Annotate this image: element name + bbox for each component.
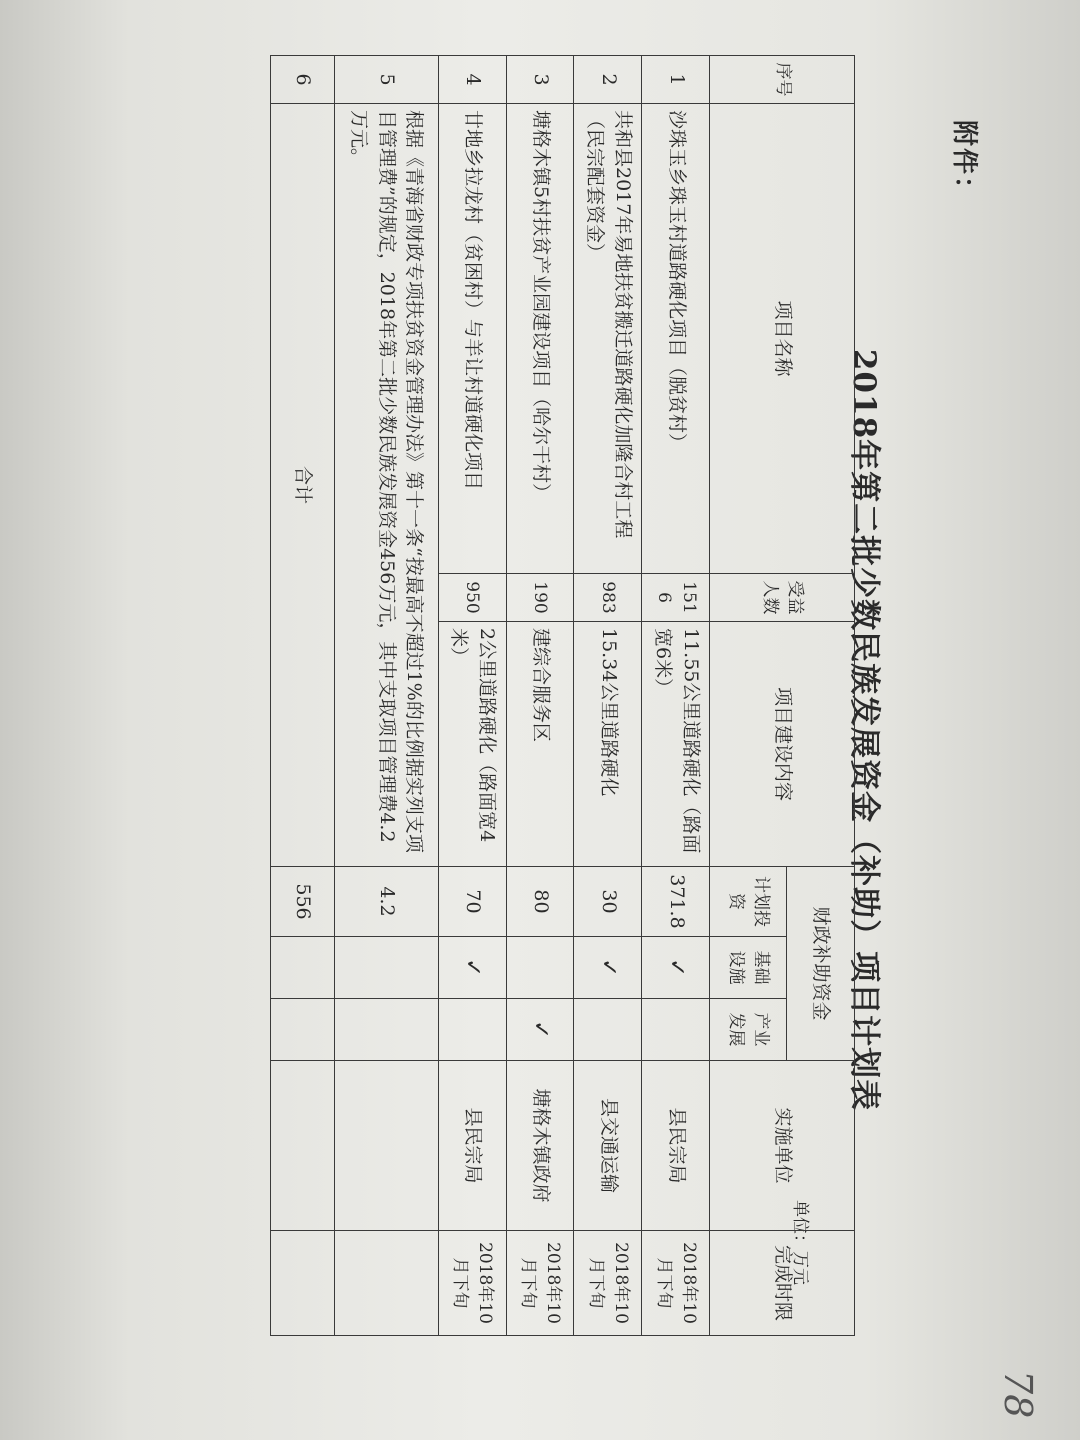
row-plan: 371.8 xyxy=(642,867,710,937)
table-row xyxy=(438,56,506,1336)
row-beneficiaries: 190 xyxy=(506,574,574,622)
row-infra-check: ✓ xyxy=(438,937,506,999)
row-implementer: 县民宗局 xyxy=(642,1061,710,1231)
management-fee-row xyxy=(334,56,438,1336)
row-plan: 30 xyxy=(574,867,642,937)
row-deadline: 2018年10月下旬 xyxy=(642,1231,710,1336)
row-seq: 4 xyxy=(438,56,506,104)
row-content: 2公里道路硬化（路面宽4米） xyxy=(438,622,506,867)
empty-cell xyxy=(334,1061,438,1231)
row-plan: 4.2 xyxy=(334,867,438,937)
document-title: 2018年第二批少数民族发展资金（补助）项目计划表 xyxy=(846,348,882,1112)
empty-cell xyxy=(271,937,335,999)
header-industry: 产业发展 xyxy=(710,999,787,1061)
row-implementer: 塘格木镇政府 xyxy=(506,1061,574,1231)
empty-cell xyxy=(271,1231,335,1336)
row-implementer: 县交通运输 xyxy=(574,1061,642,1231)
header-plan-invest: 计划投资 xyxy=(710,867,787,937)
header-seq: 序号 xyxy=(710,56,855,104)
row-seq: 5 xyxy=(334,56,438,104)
row-name: 共和县2017年易地扶贫搬迁道路硬化加隆合村工程（民宗配套资金） xyxy=(574,104,642,574)
header-row-1 xyxy=(787,56,855,1336)
row-deadline: 2018年10月下旬 xyxy=(506,1231,574,1336)
total-plan: 556 xyxy=(271,867,335,937)
row-seq: 2 xyxy=(574,56,642,104)
row-industry-check xyxy=(574,999,642,1061)
row-name: 沙珠玉乡珠玉村道路硬化项目（脱贫村） xyxy=(642,104,710,574)
unit-label: 单位：万元 xyxy=(790,1200,810,1285)
row-industry-check xyxy=(642,999,710,1061)
table-row xyxy=(574,56,642,1336)
row-name: 塘格木镇5村扶贫产业园建设项目（哈尔干村） xyxy=(506,104,574,574)
empty-cell xyxy=(334,1231,438,1336)
row-industry-check xyxy=(438,999,506,1061)
header-name: 项目名称 xyxy=(710,104,855,574)
header-deadline: 完成时限 xyxy=(710,1231,855,1336)
table-row xyxy=(506,56,574,1336)
row-name: 廿地乡拉龙村（贫困村）与羊让村道硬化项目 xyxy=(438,104,506,574)
header-fund-group: 财政补助资金 xyxy=(787,867,855,1061)
table-row xyxy=(642,56,710,1336)
row-implementer: 县民宗局 xyxy=(438,1061,506,1231)
row-content: 11.55公里道路硬化（路面宽6米） xyxy=(642,622,710,867)
row-beneficiaries: 983 xyxy=(574,574,642,622)
attachment-label: 附件： xyxy=(949,120,979,205)
empty-cell xyxy=(334,999,438,1061)
empty-cell xyxy=(271,1061,335,1231)
total-label: 合计 xyxy=(271,104,335,867)
row-plan: 70 xyxy=(438,867,506,937)
empty-cell xyxy=(271,999,335,1061)
management-fee-note: 根据《青海省财政专项扶贫资金管理办法》第十一条“按最高不超过1%的比例据实列支项目管理费”的规定，2018年第二批少数民族发展资金456万元，其中支取项目管理费4.2万元。 xyxy=(334,104,438,867)
row-content: 15.34公里道路硬化 xyxy=(574,622,642,867)
row-deadline: 2018年10月下旬 xyxy=(438,1231,506,1336)
handwritten-page-mark: 78 xyxy=(996,1370,1040,1419)
header-infrastructure: 基础设施 xyxy=(710,937,787,999)
row-seq: 6 xyxy=(271,56,335,104)
total-row xyxy=(271,56,335,1336)
row-seq: 3 xyxy=(506,56,574,104)
row-infra-check: ✓ xyxy=(642,937,710,999)
row-beneficiaries: 950 xyxy=(438,574,506,622)
row-industry-check: ✓ xyxy=(506,999,574,1061)
header-implementer: 实施单位 xyxy=(710,1061,855,1231)
project-plan-table xyxy=(270,55,855,1336)
row-plan: 80 xyxy=(506,867,574,937)
row-infra-check: ✓ xyxy=(574,937,642,999)
header-beneficiaries: 受益人数 xyxy=(710,574,855,622)
row-beneficiaries: 1516 xyxy=(642,574,710,622)
header-content: 项目建设内容 xyxy=(710,622,855,867)
row-deadline: 2018年10月下旬 xyxy=(574,1231,642,1336)
row-seq: 1 xyxy=(642,56,710,104)
row-infra-check xyxy=(506,937,574,999)
empty-cell xyxy=(334,937,438,999)
row-content: 建综合服务区 xyxy=(506,622,574,867)
